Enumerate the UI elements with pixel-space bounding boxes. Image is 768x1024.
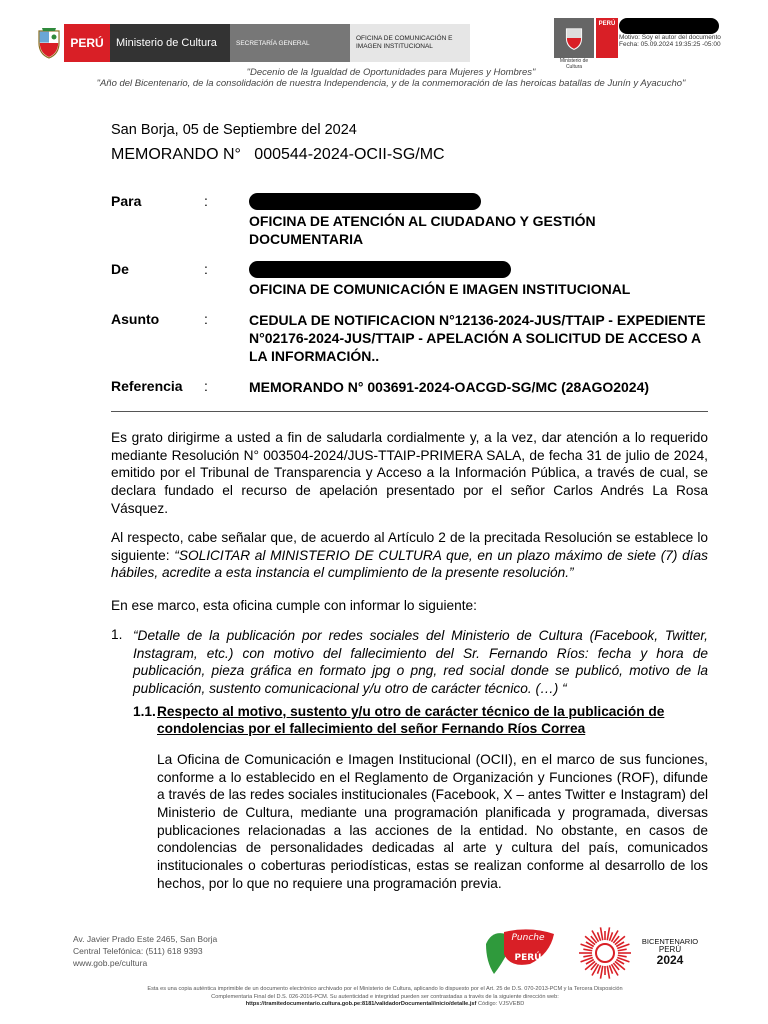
de-label: De xyxy=(111,261,129,277)
asunto-label: Asunto xyxy=(111,311,160,327)
subsection-heading xyxy=(133,703,708,737)
decenio-line-2: "Año del Bicentenario, de la consolidación de nuestra Independencia, y de la conmemoración de las heroicas batallas de Junín y Ayacucho" xyxy=(96,78,686,90)
signature-fecha: Fecha: 05.09.2024 19:35:25 -05:00 xyxy=(619,41,721,49)
de-redaction xyxy=(249,261,511,278)
punche-peru-logo xyxy=(480,924,560,980)
bicentenario-text xyxy=(640,938,700,967)
de-value-block xyxy=(249,261,709,298)
coat-of-arms-icon xyxy=(554,18,594,58)
footer-address xyxy=(73,934,217,970)
sun-ray xyxy=(607,927,609,940)
punche-word: Punche xyxy=(511,933,545,943)
item-1-text: “Detalle de la publicación por redes sociales del Ministerio de Cultura (Facebook, Twitter, Instagram, etc.) con motivo del fallecimiento del Sr. Fernando Ríos: fecha y hora de publicación, pieza gráfica en formato jpg o png, red social donde se publicó, motivo de la publicación, sustento comunicacional y/u otro de carácter técnico. (…) “ xyxy=(133,628,708,697)
sun-ray xyxy=(600,927,602,940)
paragraph-2-lead: Al respecto, cabe señalar que, de acuerdo al Artículo 2 de la precitada Resolución se establece lo siguiente: xyxy=(111,530,708,563)
referencia-colon: : xyxy=(204,378,208,394)
sun-ray xyxy=(618,949,627,951)
legal-line-1: Esta es una copia auténtica imprimible de un documento electrónico archivado por el Ministerio de Cultura, aplicando lo dispuesto por el Art. 25 de D.S. 070-2013-PCM y la Tercera Disposición xyxy=(147,986,623,992)
digital-signature xyxy=(552,18,721,70)
peru-brand: PERÚ xyxy=(64,24,110,62)
ministry-name: Ministerio de Cultura xyxy=(110,24,230,62)
header-bar xyxy=(34,24,470,62)
sun-ray xyxy=(592,964,599,975)
para-value-block xyxy=(249,193,709,248)
sun-ray xyxy=(600,966,602,979)
referencia-label: Referencia xyxy=(111,378,183,394)
ministry-seal xyxy=(552,18,596,70)
para-label: Para xyxy=(111,193,142,209)
sun-ray xyxy=(583,949,592,951)
signer-redaction xyxy=(619,18,719,34)
subsection-number: 1.1. xyxy=(133,704,156,719)
seal-caption: Ministerio de Cultura xyxy=(559,58,589,70)
sun-ray xyxy=(607,966,609,979)
legal-notice xyxy=(70,986,700,1009)
para-colon: : xyxy=(204,193,208,209)
paragraph-2-quote: “SOLICITAR al MINISTERIO DE CULTURA que, en un plazo máximo de siete (7) días hábiles, acredite a esta instancia el cumplimiento de la presente resolución.” xyxy=(111,547,708,581)
asunto-value: CEDULA DE NOTIFICACION N°12136-2024-JUS/TTAIP - EXPEDIENTE N°02176-2024-JUS/TTAIP - APELACIÓN A SOLICITUD DE ACCESO A LA INFORMACIÓN.. xyxy=(249,312,706,365)
sun-ray xyxy=(618,955,627,957)
subsection-title: Respecto al motivo, sustento y/u otro de carácter técnico de la publicación de condolencias por el fallecimiento del señor Fernando Ríos Correa xyxy=(157,704,665,737)
para-value: OFICINA DE ATENCIÓN AL CIUDADANO Y GESTIÓN DOCUMENTARIA xyxy=(249,213,596,248)
secretaria-name: SECRETARÍA GENERAL xyxy=(230,24,350,62)
memo-number: 000544-2024-OCII-SG/MC xyxy=(254,146,445,163)
decenio-line-1: "Decenio de la Igualdad de Oportunidades para Mujeres y Hombres" xyxy=(246,67,536,78)
signature-text xyxy=(619,18,729,48)
validation-link[interactable]: https://tramitedocumentario.cultura.gob.pe:8181/validadorDocumental/inicio/detalle.jsf xyxy=(245,1001,477,1008)
divider xyxy=(111,411,708,412)
bicentenario-year: 2024 xyxy=(656,953,684,968)
de-colon: : xyxy=(204,261,208,277)
website-link[interactable]: www.gob.pe/cultura xyxy=(73,957,148,968)
punche-peru-word: PERÚ xyxy=(514,953,542,963)
coat-of-arms-icon xyxy=(34,24,64,62)
sun-ray xyxy=(592,930,599,941)
legal-line-2: Complementaria Final del D.S. 026-2016-PCM. Su autenticidad e integridad pueden ser contrastadas a través de la siguiente dirección web: xyxy=(211,993,559,1000)
bicentenario-logo xyxy=(576,924,634,982)
memo-title-prefix: MEMORANDO N° xyxy=(111,146,241,163)
para-redaction xyxy=(249,193,481,210)
asunto-colon: : xyxy=(204,311,208,327)
legal-line-3 xyxy=(70,1001,700,1009)
signature-motivo: Motivo: Soy el autor del documento xyxy=(619,34,721,41)
address-line-1: Av. Javier Prado Este 2465, San Borja xyxy=(73,934,218,944)
paragraph-1: Es grato dirigirme a usted a fin de saludarla cordialmente y, a la vez, dar atención a lo requerido mediante Resolución N° 003504-2024/JUS-TTAIP-PRIMERA SALA, de fecha 31 de julio de 2024, emitido por el Tribunal de Transparencia y Acceso a la Información Pública, a través de cual, se declara fundado el recurso de apelación presentado por el señor Carlos Andrés La Rosa Vásquez. xyxy=(111,430,708,516)
referencia-value: MEMORANDO N° 003691-2024-OACGD-SG/MC (28AGO2024) xyxy=(249,379,650,395)
address-line-2: Central Telefónica: (511) 618 9393 xyxy=(73,945,203,956)
peru-tag: PERÚ xyxy=(596,18,618,58)
sun-ray xyxy=(612,964,619,975)
paragraph-2 xyxy=(111,529,708,582)
decenio-text xyxy=(76,67,706,90)
sun-ray xyxy=(583,955,592,957)
subsection-title-wrap xyxy=(133,703,708,737)
place-date: San Borja, 05 de Septiembre del 2024 xyxy=(111,122,357,138)
oficina-name: OFICINA DE COMUNICACIÓN E IMAGEN INSTITUCIONAL xyxy=(350,24,470,62)
paragraph-3: En ese marco, esta oficina cumple con informar lo siguiente: xyxy=(111,598,477,613)
paragraph-4: La Oficina de Comunicación e Imagen Institucional (OCII), en el marco de sus funciones, conforme a lo establecido en el Reglamento de Organización y Funciones (ROF), difunde a través de las redes sociales institucionales (Facebook, X – antes Twitter e Instagram) del Ministerio de Cultura, mediante una programación planificada y programada, diversas publicaciones relacionadas a las acciones de la entidad. No obstante, en casos de condolencias de personalidades dedicadas al arte y cultura del país, comunicados institucionales o coberturas periodísticas, estas se realizan conforme al desarrollo de los hechos, por lo que no requiere una programación previa. xyxy=(157,752,708,891)
bicentenario-peru: PERÚ xyxy=(658,944,682,954)
bicentenario-word: BICENTENARIO xyxy=(641,937,699,946)
de-value: OFICINA DE COMUNICACIÓN E IMAGEN INSTITUCIONAL xyxy=(249,281,631,297)
validation-code: Código: VJSVEBD xyxy=(477,1001,525,1008)
item-1-number: 1. xyxy=(111,627,123,642)
sun-ray xyxy=(612,930,619,941)
memo-title xyxy=(111,146,445,164)
